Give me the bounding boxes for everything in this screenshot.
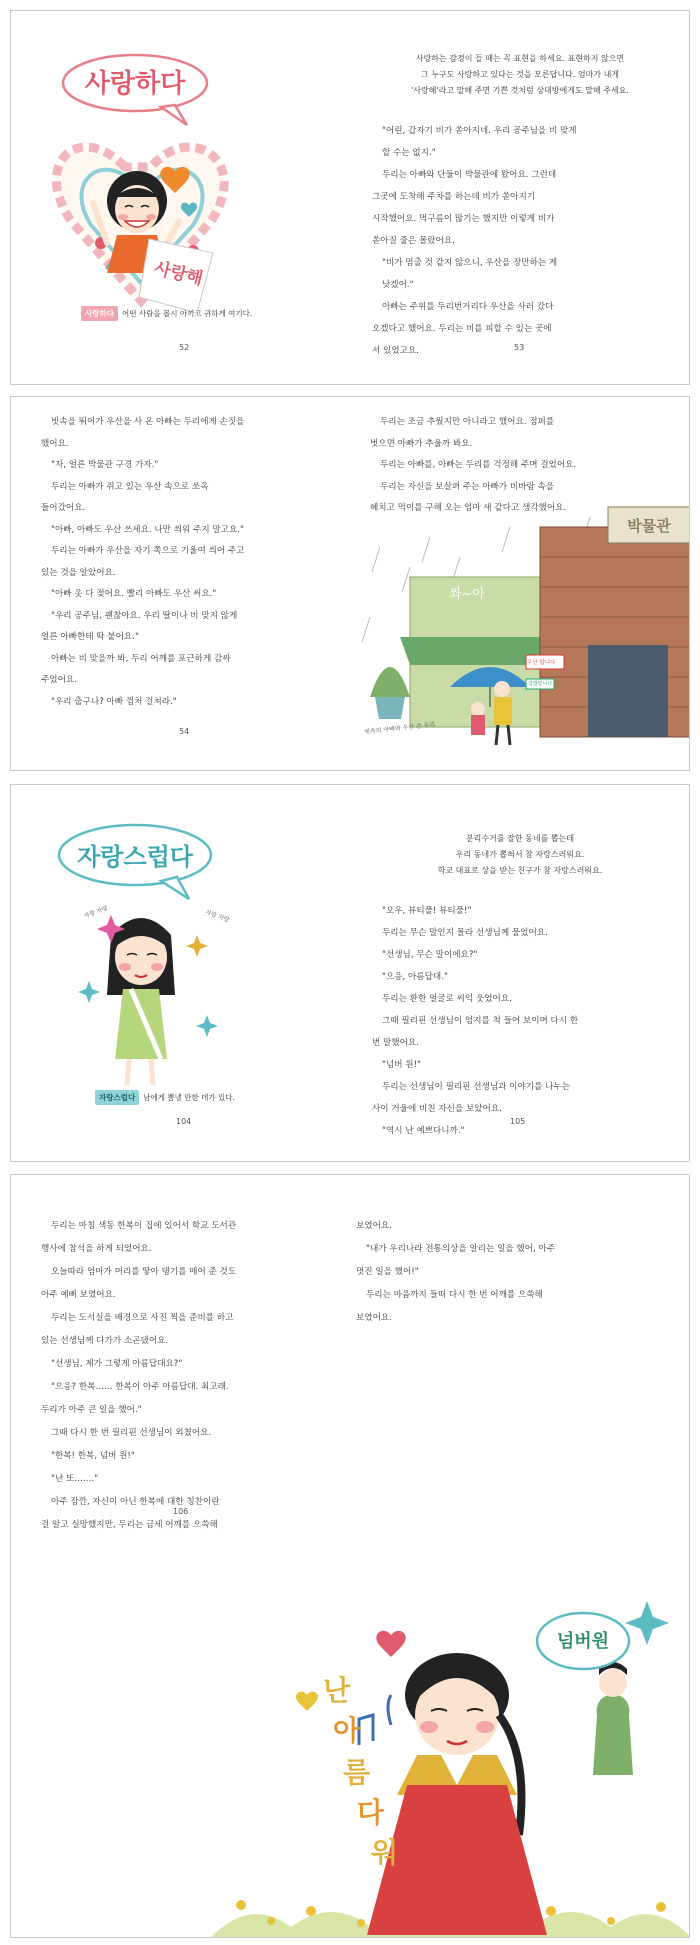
text-line: 아주 잠깐, 자신이 아닌 한복에 대한 칭찬이란 <box>51 1497 220 1507</box>
definition-term: 자랑스럽다 <box>95 1090 139 1105</box>
text-line: 두리는 무슨 말인지 몰라 선생님께 물었어요. <box>382 928 548 938</box>
text-line: "으응? 한복…… 한복이 아주 아름답대. 최고래. <box>51 1382 229 1392</box>
text-line: 그곳에 도착해 주차를 하는데 비가 쏟아지기 <box>372 192 536 202</box>
rain-sound-text: 쏴~아 <box>448 587 485 602</box>
text-line: 아주 예뻐 보였어요. <box>41 1290 116 1300</box>
love-banner-sign <box>11 11 351 385</box>
text-line: 쏟아질 줄은 몰랐어요. <box>372 236 455 246</box>
story-text <box>41 412 244 713</box>
spread-pages-106-107 <box>10 1174 690 1938</box>
intro-line: 사랑하는 감정이 들 때는 꼭 표현을 하세요. 표현하지 않으면 <box>415 54 625 63</box>
building-sign-text: 박물관 <box>627 517 671 535</box>
text-line: 두리는 아빠가 우산을 자기 쪽으로 기울여 씌어 주고 <box>51 546 245 556</box>
vertical-word: 워 <box>371 1836 399 1869</box>
vertical-word: 난 <box>323 1674 351 1707</box>
intro-line: 우리 동네가 뽑혀서 참 자랑스러워요. <box>455 850 585 859</box>
sparkle-text-right: 자랑 자랑 <box>204 908 231 925</box>
text-line: 두리는 아빠를, 아빠는 두리를 걱정해 주며 걸었어요. <box>380 460 577 470</box>
title-love: 사랑하다 <box>84 69 186 99</box>
text-line: 번 말했어요. <box>372 1038 419 1048</box>
text-line: 그때 필리핀 선생님이 엄지를 척 들어 보이며 다시 한 <box>382 1016 579 1026</box>
number-one-text: 넘버원 <box>556 1631 610 1652</box>
text-line: 주었어요. <box>41 675 77 685</box>
text-line: 낫겠어." <box>382 280 414 290</box>
page-104 <box>11 785 350 1161</box>
text-line: "한복! 한복, 넘버 원!" <box>51 1451 135 1461</box>
text-line: 벗으면 아빠가 추울까 봐요. <box>370 438 473 449</box>
page-number: 54 <box>179 727 190 736</box>
story-text <box>372 120 577 362</box>
page-105 <box>350 785 689 1161</box>
text-line: "넘버 원!" <box>382 1060 421 1070</box>
text-line: 행사에 참석을 하게 되었어요. <box>41 1244 152 1254</box>
text-line: 두리는 조금 추웠지만 아니라고 했어요. 점퍼를 <box>380 417 555 427</box>
text-line: 있는 선생님께 다가가 소곤댔어요. <box>41 1336 169 1346</box>
proud-vertical-words <box>321 1669 441 1889</box>
text-line: "으응, 아름답대." <box>382 972 448 982</box>
text-line: 두리가 아주 큰 일을 했어." <box>41 1405 142 1415</box>
text-line: 두리는 아빠가 쥐고 있는 우산 속으로 쏘옥 <box>51 481 209 492</box>
text-line: 걸 알고 실망했지만, 두리는 금세 어깨를 으쓱해 <box>41 1520 218 1530</box>
text-line: 그때 다시 한 번 필리핀 선생님이 외쳤어요. <box>51 1428 212 1438</box>
text-line: "아빠, 아빠도 우산 쓰세요. 나만 씌워 주지 말고요." <box>51 524 244 535</box>
spread-pages-104-105 <box>10 784 690 1162</box>
text-line: "난 또……." <box>51 1474 99 1484</box>
text-line: 두리는 마침 색동 한복이 집에 있어서 학교 도서관 <box>51 1221 237 1231</box>
text-line: 두리는 환한 얼굴로 씨익 웃었어요. <box>382 994 512 1004</box>
sparkle-text-left: 자랑 자랑 <box>82 904 109 921</box>
text-line: "오우, 뷰티풀! 뷰티풀!" <box>382 906 472 916</box>
text-line: "비가 멈출 것 같지 않으니, 우산을 장만하는 게 <box>382 258 558 268</box>
text-line: 아빠는 비 맞을까 봐, 두리 어깨를 포근하게 감싸 <box>51 653 231 664</box>
intro-line: '사랑해'라고 말해 주면 기쁜 것처럼 상대방에게도 말해 주세요. <box>411 86 629 95</box>
page-number: 52 <box>179 343 190 352</box>
spread-pages-52-53 <box>10 10 690 385</box>
page-52 <box>11 11 350 384</box>
banner-love-text: 사랑해 <box>152 258 205 290</box>
text-line: 아빠는 주위를 두리번거리다 우산을 사러 갔다 <box>382 302 554 312</box>
text-line: "아빠 옷 다 젖어요. 빨리 아빠도 우산 써요." <box>51 589 217 599</box>
text-line: 했어요. <box>41 438 69 449</box>
vertical-word: 름 <box>343 1756 371 1789</box>
text-line: 두리는 아빠와 단둘이 박물관에 왔어요. 그런데 <box>382 170 557 180</box>
definition-proud <box>95 1090 235 1105</box>
page-54 <box>11 397 350 770</box>
vertical-word: 다 <box>357 1796 385 1829</box>
text-line: "자, 얼른 박물관 구경 가자." <box>51 460 159 470</box>
text-line: "우리 춥구나? 아빠 껌처 걸쳐라." <box>51 696 177 707</box>
text-line: 얼른 아빠한테 딱 붙어요." <box>41 632 139 642</box>
umbrella-shop-sign: 우산 팝니다 <box>527 660 556 666</box>
definition-text: 남에게 뽐낼 만한 데가 있다. <box>143 1093 235 1102</box>
text-line: 멋진 일을 했어!" <box>356 1267 419 1277</box>
text-line: 있는 것을 알았어요. <box>41 567 116 578</box>
text-line: "내가 우리나라 전통의상을 알리는 일을 했어, 아주 <box>366 1244 556 1254</box>
text-line: 두리는 자신을 보살펴 주는 아빠가 비바람 속을 <box>380 481 555 492</box>
text-line: "우리 공주님, 괜찮아요. 우리 딸이나 비 맞지 않게 <box>51 610 238 621</box>
text-line: 오늘따라 엄마가 머리를 땋아 댕기를 매어 준 것도 <box>51 1267 237 1277</box>
page-number: 104 <box>176 1117 192 1126</box>
intro-text <box>350 831 690 879</box>
text-line: 보였어요. <box>356 1313 392 1323</box>
text-line: 할 수는 없지." <box>382 148 436 158</box>
rain-street-illustration <box>350 397 690 771</box>
page-number: 53 <box>514 343 525 352</box>
intro-text <box>350 51 690 99</box>
definition-love <box>81 306 252 321</box>
text-line: 시작했어요. 먹구름이 많기는 했지만 이렇게 비가 <box>372 214 555 224</box>
text-line: 두리는 선생님이 필리핀 선생님과 이야기를 나누는 <box>382 1082 570 1092</box>
spread-pages-54-55 <box>10 396 690 771</box>
text-line: 보였어요. <box>356 1221 392 1231</box>
text-line: "선생님, 제가 그렇게 아름답대요?" <box>51 1359 183 1369</box>
text-line: 오겠다고 했어요. 두리는 비를 피할 수 있는 곳에 <box>372 324 552 334</box>
page-number: 105 <box>510 1117 526 1126</box>
intro-line: 그 누구도 사랑하고 있다는 것을 모른답니다. 엄마가 내게 <box>420 70 620 79</box>
text-line: "역시 난 예쁘다니까." <box>382 1126 465 1136</box>
definition-text: 어떤 사람을 몹시 아끼고 귀하게 여기다. <box>121 309 253 318</box>
title-proud: 자랑스럽다 <box>77 843 193 871</box>
page-55 <box>350 397 689 770</box>
intro-line: 학교 대표로 상을 받는 친구가 참 자랑스러워요. <box>437 866 603 875</box>
text-line: "선생님, 무슨 말이에요?" <box>382 950 478 960</box>
page-number: 106 <box>173 1507 189 1516</box>
text-line: 빗속을 뛰어가 우산을 사 온 아빠는 두리에게 손짓을 <box>51 417 245 427</box>
illustration-caption: 빗속의 아빠와 우산 쓴 두리 <box>363 721 436 736</box>
page-53 <box>350 11 689 384</box>
text-line: 두리는 도서실을 배경으로 사진 찍을 준비를 하고 <box>51 1313 234 1323</box>
text-line: 사이 거울에 비친 자신을 보았어요. <box>372 1104 502 1114</box>
intro-line: 분리수거를 잘한 동네를 뽑는데 <box>465 834 575 843</box>
definition-term: 사랑하다 <box>81 306 118 321</box>
text-line: 헤치고 먹이를 구해 오는 엄마 새 같다고 생각했어요. <box>370 503 567 513</box>
story-text <box>372 900 578 1142</box>
text-line: 두리는 마음까지 들떠 다시 한 번 어깨를 으쓱해 <box>366 1290 543 1300</box>
text-line: 들어갔어요. <box>41 503 86 513</box>
vertical-word: 아 <box>333 1714 361 1747</box>
girl-illustration-proud <box>11 785 351 1162</box>
text-line: 서 있었고요. <box>372 346 419 356</box>
text-line: "어린, 갑자기 비가 쏟아지네. 우리 공주님을 비 맞게 <box>382 126 577 136</box>
small-shop-sign: 김밥팝니다 <box>528 681 553 687</box>
